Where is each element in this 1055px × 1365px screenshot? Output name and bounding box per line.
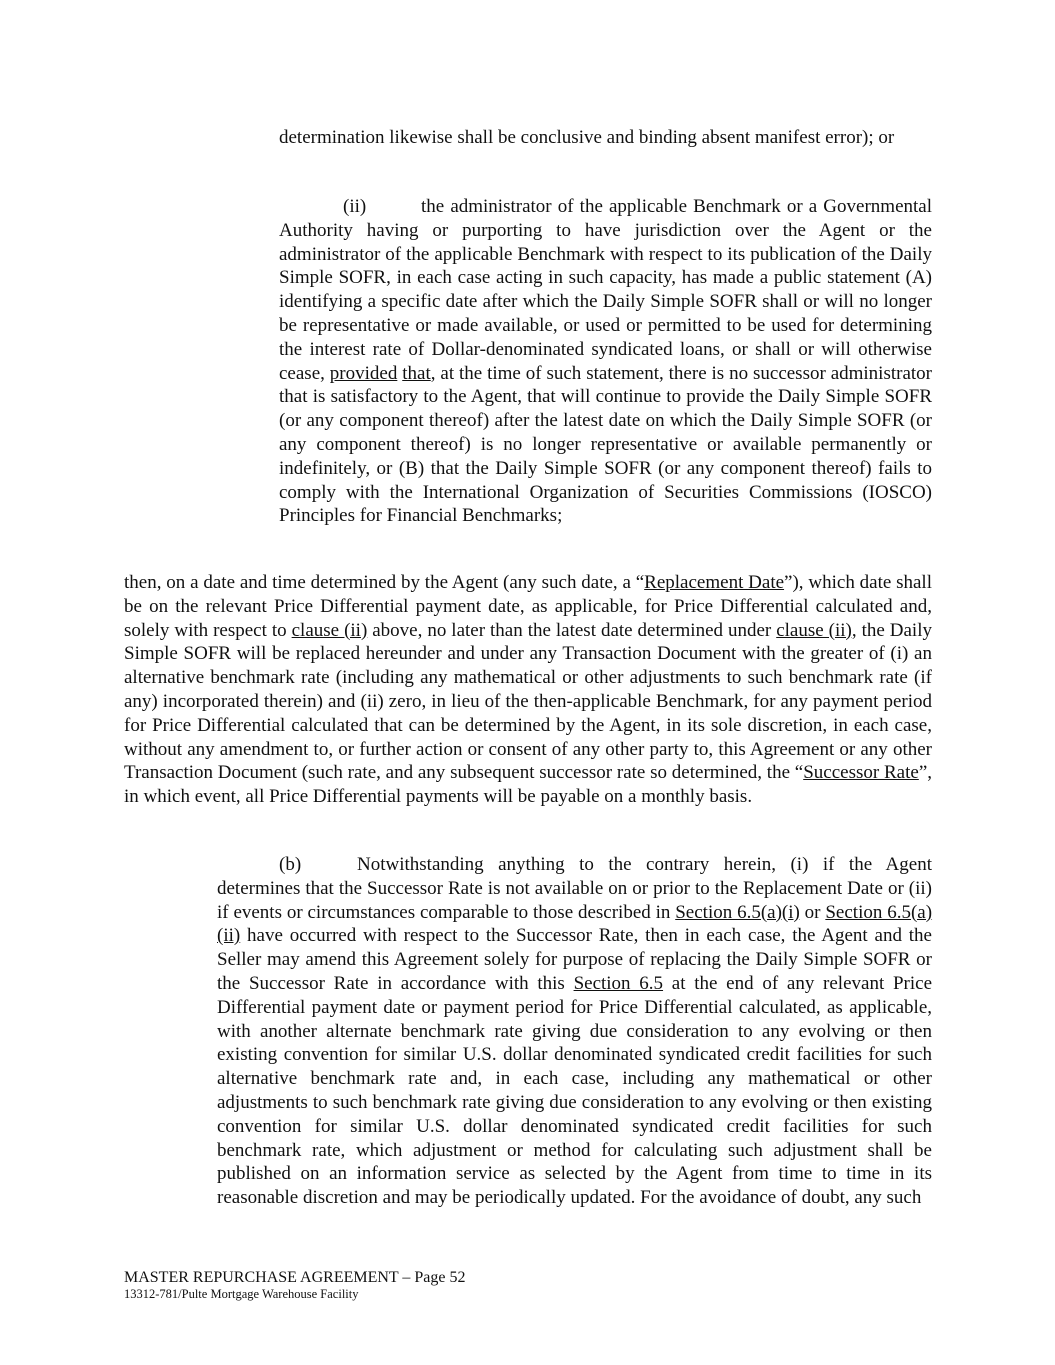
text-run: have occurred with respect to the Successor Rate, then in each case, the Agent and the Seller may amend this Agreement solely for purpose of replacing the Daily Simple SOFR or the Successor Rate in accordance with this: [217, 925, 932, 994]
footer-doc-id: 13312-781/Pulte Mortgage Warehouse Facility: [124, 1287, 359, 1301]
clause-label: (b): [279, 854, 302, 875]
text-run: Notwithstanding anything to the contrary herein, (i) if the Agent determines that the Successor Rate is not available on or prior to the Replacement Date or (ii) if events or circumstances comparable to those described in: [217, 854, 932, 923]
text-run: the administrator of the applicable Benchmark or a Governmental Authority having or purporting to have jurisdiction over the Agent or the administrator of the applicable Benchmark with respect to its publication of the Daily Simple SOFR, in each case acting in such capacity, has made a public statement (A) identifying a specific date after which the Daily Simple SOFR shall or will no longer be representative or made available, or used or permitted to be used for determining the interest rate of Dollar-denominated syndicated loans, or shall or will otherwise cease,: [279, 196, 932, 384]
defined-term-reference: clause (ii): [291, 619, 368, 641]
defined-term-reference: Section 6.5: [573, 972, 664, 994]
paragraph-clause-ii: [279, 195, 932, 528]
paragraph-replacement: [124, 571, 932, 809]
text-run: ”, in which event, all Price Differential payments will be payable on a monthly basis.: [124, 762, 932, 808]
clause-label: (ii): [343, 196, 367, 217]
defined-term-reference: clause (ii): [776, 619, 852, 641]
defined-term-reference: Section 6.5(a)(i): [675, 901, 800, 923]
text-run: ”), which date shall be on the relevant Price Differential payment date, as applicable, for Price Differential calculated and, solely with respect to: [124, 572, 932, 641]
defined-term-reference: Replacement Date: [644, 572, 785, 593]
defined-term-reference: that: [402, 362, 431, 384]
text-run: above, no later than the latest date determined under: [367, 619, 777, 641]
text-run: or: [799, 901, 826, 923]
text-run: , the Daily Simple SOFR will be replaced hereunder and under any Transaction Document with the greater of (i) an alternative benchmark rate (including any mathematical or other adjustments to such benchmark rate (if any) incorporated therein) and (ii) zero, in lieu of the then-applicable Benchmark, for any payment period for Price Differential calculated that can be determined by the Agent, in its sole discretion, in each case, without any amendment to, or further action or consent of any other party to, this Agreement or any other Transaction Document (such rate, and any subsequent successor rate so determined, the “: [124, 619, 932, 784]
text-run: then, on a date and time determined by the Agent (any such date, a “: [124, 572, 645, 593]
footer-title: MASTER REPURCHASE AGREEMENT – Page 52: [124, 1269, 466, 1286]
text-run: determination likewise shall be conclusive and binding absent manifest error); or: [279, 127, 895, 148]
defined-term-reference: Successor Rate: [803, 762, 919, 784]
paragraph-b: [217, 853, 932, 1210]
defined-term-reference: Section 6.5(a)(ii): [217, 901, 933, 947]
text-run: , at the time of such statement, there is no successor administrator that is satisfactory to the Agent, that will continue to provide the Daily Simple SOFR (or any component thereof) after the latest date on which the Daily Simple SOFR (or any component thereof) is no longer representative or available permanently or indefinitely, or (B) that the Daily Simple SOFR (or any component thereof) fails to comply with the International Organization of Securities Commissions (IOSCO) Principles for Financial Benchmarks;: [279, 362, 933, 527]
paragraph-continuation: [279, 126, 932, 150]
text-run: at the end of any relevant Price Differential payment date or payment period for Price Differential calculated, as applicable, with another alternate benchmark rate giving due consideration to any evolving or then existing convention for similar U.S. dollar denominated syndicated credit facilities for such alternative benchmark rate and, in each case, including any mathematical or other adjustments to such benchmark rate giving due consideration to any evolving or then existing convention for similar U.S. dollar denominated syndicated credit facilities for such benchmark rate, which adjustment or method for calculating such adjustment shall be published on an information service as selected by the Agent from time to time in its reasonable discretion and may be periodically updated. For the avoidance of doubt, any such: [217, 972, 932, 1209]
page-footer: [124, 1268, 466, 1302]
defined-term-reference: provided: [329, 362, 398, 384]
